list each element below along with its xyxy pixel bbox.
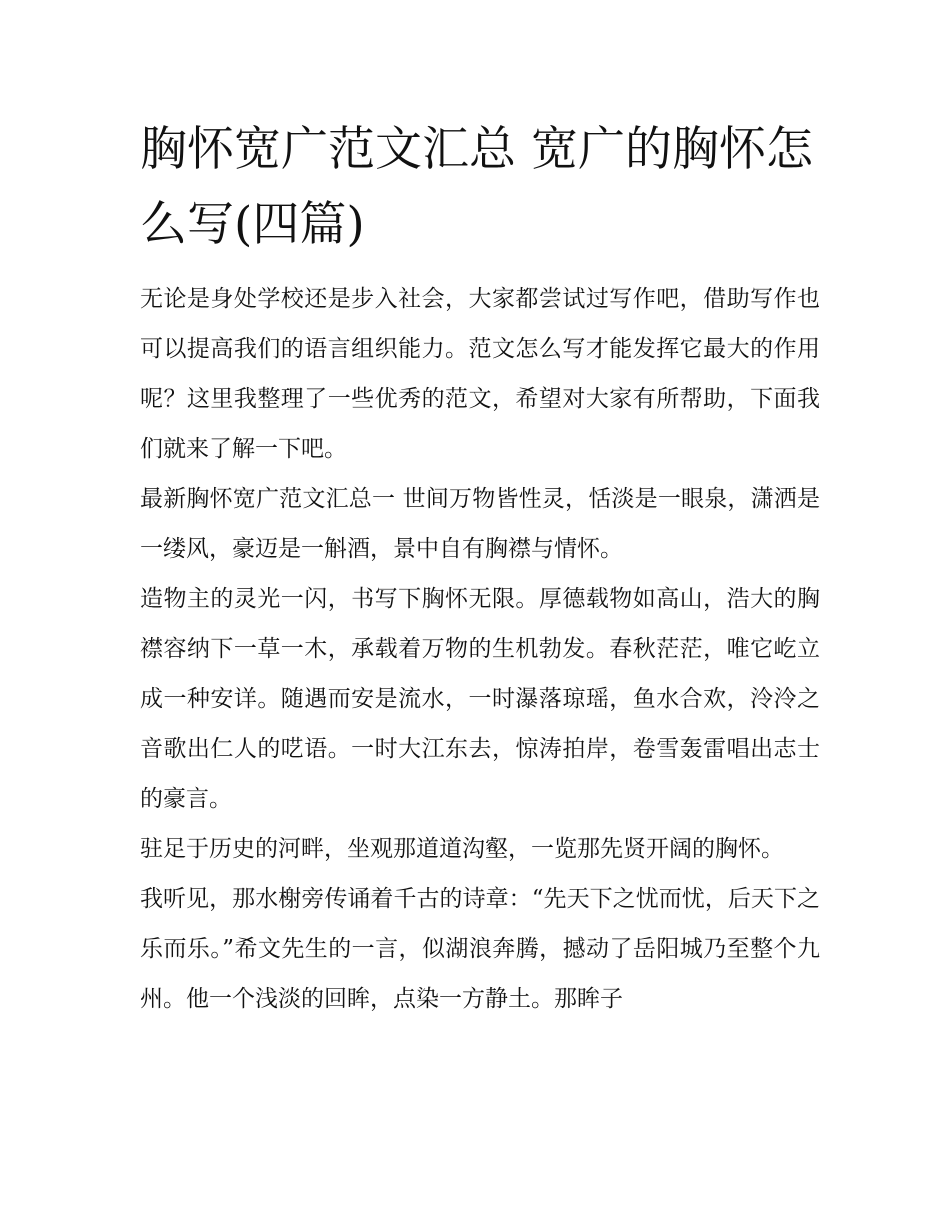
intro-paragraph: 无论是身处学校还是步入社会，大家都尝试过写作吧，借助写作也可以提高我们的语言组织能力。范文怎么写才能发挥它最大的作用呢？这里我整理了一些优秀的范文，希望对大家有所帮助，下面我们就来了解一下吧。 — [140, 286, 820, 462]
document-body — [140, 112, 820, 1024]
document-title: 胸怀宽广范文汇总 宽广的胸怀怎么写(四篇) — [140, 122, 813, 252]
body-paragraph: 我听见，那水榭旁传诵着千古的诗章：“先天下之忧而忧，后天下之乐而乐。”希文先生的一言，似湖浪奔腾，撼动了岳阳城乃至整个九州。他一个浅淡的回眸，点染一方静土。那眸子 — [140, 886, 820, 1012]
body-paragraph: 驻足于历史的河畔，坐观那道道沟壑，一览那先贤开阔的胸怀。 — [140, 836, 784, 862]
section-one-opening-paragraph: 最新胸怀宽广范文汇总一 世间万物皆性灵，恬淡是一眼泉，潇洒是一缕风，豪迈是一斛酒，景中自有胸襟与情怀。 — [140, 486, 820, 562]
body-paragraph: 造物主的灵光一闪，书写下胸怀无限。厚德载物如高山，浩大的胸襟容纳下一草一木，承载着万物的生机勃发。春秋茫茫，唯它屹立成一种安详。随遇而安是流水，一时瀑落琼瑶，鱼水合欢，泠泠之音歌出仁人的呓语。一时大江东去，惊涛拍岸，卷雪轰雷唱出志士的豪言。 — [140, 586, 820, 812]
